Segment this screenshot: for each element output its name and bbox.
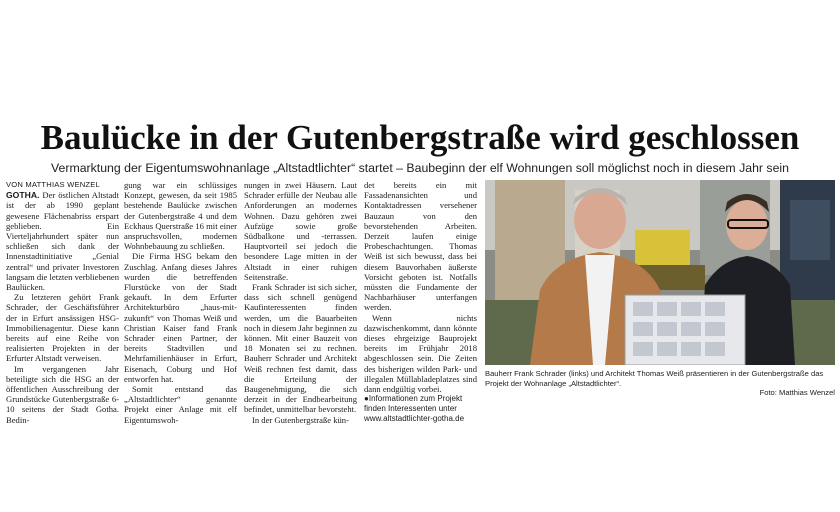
article-column-4 [364, 180, 477, 424]
article-column-2 [124, 180, 237, 425]
article-column-1 [6, 180, 119, 425]
photo-credit: Foto: Matthias Wenzel [759, 388, 835, 398]
byline: VON MATTHIAS WENZEL [6, 180, 100, 189]
article-photo [485, 180, 835, 365]
paragraph: gung war ein schlüssiges Konzept, gewesen, da seit 1985 bestehende Baulücke zwischen der Gutenbergstraße 4 und dem Eckhaus Querstraße 16 mit einer anspruchsvollen, modernen Wohnbebauung zu schließen. [124, 180, 237, 252]
bullet-icon: ● [364, 394, 369, 404]
paragraph [6, 190, 119, 292]
paragraph: det bereits ein mit Fassadenansichten und Kontaktadressen versehener Bauzaun von den bevorstehenden Arbeiten. Derzeit laufen einige Probeschachtungen. Thomas Weiß ist sich bewusst, dass bei diesem Bauvorhaben äußerste Vorsicht geboten ist. Notfalls müssten die Fundamente der Nachbarhäuser unterfangen werden. [364, 180, 477, 313]
paragraph: In der Gutenbergstraße kün- [252, 414, 349, 425]
paragraph: Die Firma HSG bekam den Zuschlag. Anfang dieses Jahres wurden die betreffenden Flurstücke von der Stadt gekauft. In dem Erfurter Architekturbüro „haus-mit-zukunft“ von Thomas Weiß und Christian Kaiser fand Frank Schrader einen Partner, der bereits Stadtvillen und Mehrfamilienhäuser in Erfurt, Eisenach, Coburg und Hof entworfen hat. [124, 251, 237, 384]
info-box [364, 394, 477, 424]
paragraph: nungen in zwei Häusern. Laut Schrader erfülle der Neubau alle Anforderungen an modernes Wohnen. Dazu gehören zwei Aufzüge sowie große Südbalkone und -terrassen. Hauptvorteil sei jedoch die besondere Lage mitten in der Altstadt in einer ruhigen Seitenstraße. [244, 180, 357, 282]
photo-caption [485, 369, 835, 398]
info-text: Informationen zum Projekt finden Interessenten unter www.altstadtlichter-gotha.de [364, 394, 465, 424]
paragraph: Zu letzteren gehört Frank Schrader, der Geschäftsführer der in Erfurt ansässigen HSG-Immobilienagentur. Diese kann bereits auf eine Reihe von realisierten Projekten in der Erfurter Altstadt verweisen. [6, 292, 119, 364]
headline: Baulücke in der Gutenbergstraße wird geschlossen [40, 118, 800, 157]
paragraph: Frank Schrader ist sich sicher, dass sich schnell genügend Kaufinteressenten finden werden, um die Bauarbeiten noch in diesem Jahr beginnen zu können. Mit einer Bauzeit von 18 Monaten sei zu rechnen. Bauherr Schrader und Architekt Weiß rechnen fest damit, dass die Erteilung der Baugenehmigung, die sich derzeit in der Endbearbeitung befindet, unmittelbar bevorsteht. [244, 282, 357, 415]
paragraph-text: Der östlichen Altstadt ist der ab 1990 geplant gewesene Flächenabriss erspart geblieben. Ein Vierteljahrhundert später nun schließen sich dank der Innenstadtinitiative „Genial zentral“ und privater Investoren langsam die letzten verbliebenen Baulücken. [6, 190, 119, 293]
dateline: GOTHA. [6, 190, 40, 201]
article-column-3 [244, 180, 357, 425]
caption-text: Bauherr Frank Schrader (links) und Architekt Thomas Weiß präsentieren in der Gutenbergstraße das Projekt der Wohnanlage „Altstadtlichter“. [485, 369, 824, 388]
photo-illustration [485, 180, 835, 365]
paragraph: Wenn nichts dazwischenkommt, dann könnte dieses ehrgeizige Bauprojekt bereits im Frühjahr 2018 abgeschlossen sein. Die Zeiten des bisherigen wilden Park- und illegalen Müllabladeplatzes sind dann endgültig vorbei. [364, 312, 477, 395]
paragraph: Somit entstand das „Altstadtlichter“ genannte Projekt einer Anlage mit elf Eigentumswoh- [124, 384, 237, 425]
paragraph: Im vergangenen Jahr beteiligte sich die HSG an der öffentlichen Ausschreibung der Grundstücke Gutenbergstraße 6-10 seitens der Stadt Gotha. Bedin- [6, 363, 119, 425]
subheadline: Vermarktung der Eigentumswohnanlage „Altstadtlichter“ startet – Baubeginn der elf Wohnungen soll möglichst noch in diesem Jahr sein [51, 161, 789, 175]
